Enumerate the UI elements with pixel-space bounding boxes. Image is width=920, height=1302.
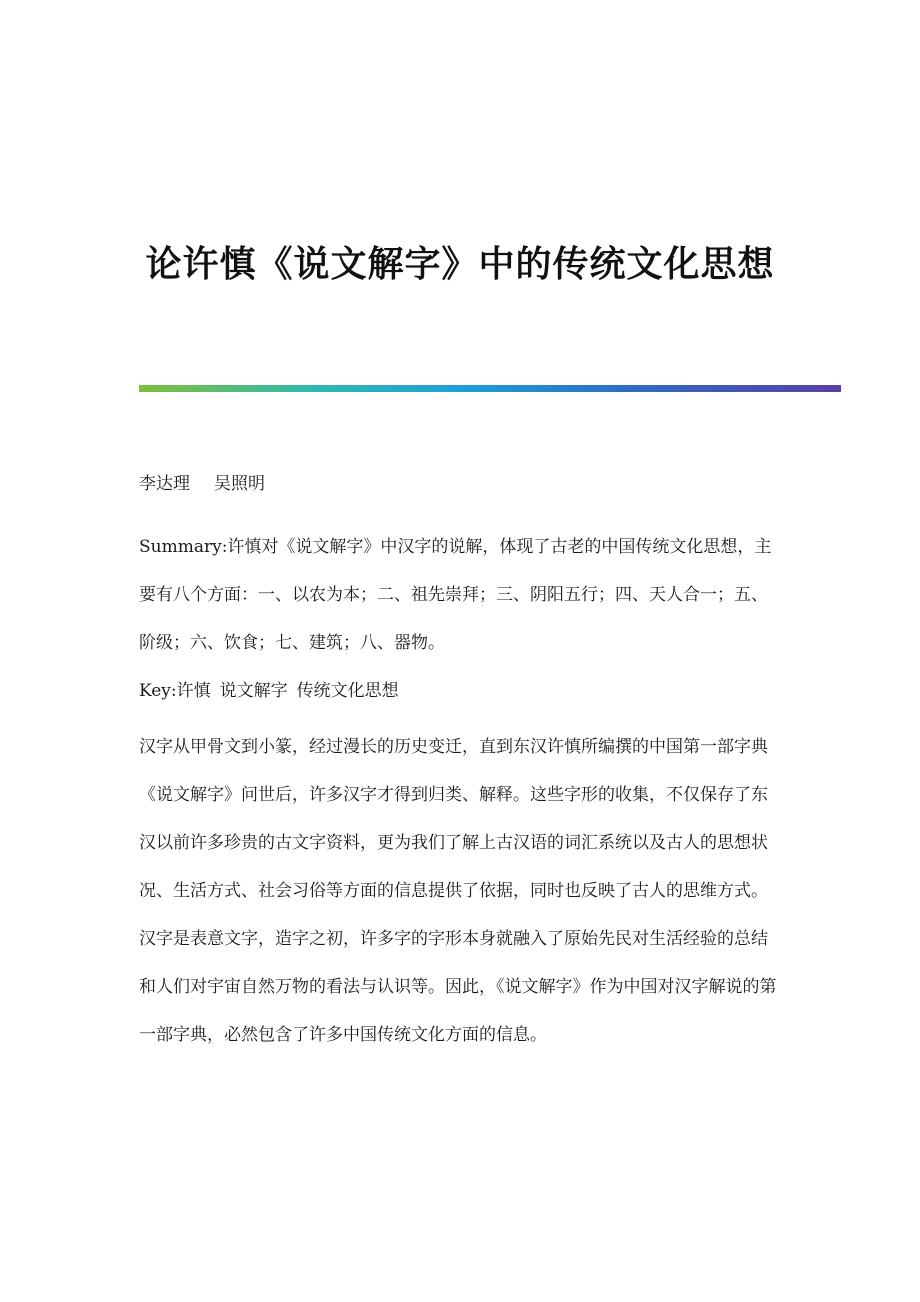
document-title: 论许慎《说文解字》中的传统文化思想	[145, 243, 775, 286]
keywords	[139, 676, 779, 706]
author-name: 李达理	[139, 474, 190, 494]
keyword: 许慎	[176, 681, 211, 701]
body-paragraph: 汉字从甲骨文到小篆，经过漫长的历史变迁，直到东汉许慎所编撰的中国第一部字典《说文解字》问世后，许多汉字才得到归类、解释。这些字形的收集，不仅保存了东汉以前许多珍贵的古文字资料，更为我们了解上古汉语的词汇系统以及古人的思想状况、生活方式、社会习俗等方面的信息提供了依据，同时也反映了古人的思维方式。汉字是表意文字，造字之初，许多字的字形本身就融入了原始先民对生活经验的总结和人们对宇宙自然万物的看法与认识等。因此，《说文解字》作为中国对汉字解说的第一部字典，必然包含了许多中国传统文化方面的信息。	[139, 737, 777, 1045]
key-label: Key:	[139, 681, 177, 701]
summary	[139, 523, 779, 667]
authors	[139, 471, 779, 497]
summary-text: 许慎对《说文解字》中汉字的说解，体现了古老的中国传统文化思想，主要有八个方面：一、以农为本；二、祖先崇拜；三、阴阳五行；四、天人合一；五、阶级；六、饮食；七、建筑；八、器物。	[139, 537, 772, 653]
summary-label: Summary:	[139, 537, 228, 557]
keyword: 说文解字	[219, 681, 288, 701]
author-name: 吴照明	[214, 474, 265, 494]
title-divider	[139, 385, 841, 392]
keyword: 传统文化思想	[296, 681, 399, 701]
